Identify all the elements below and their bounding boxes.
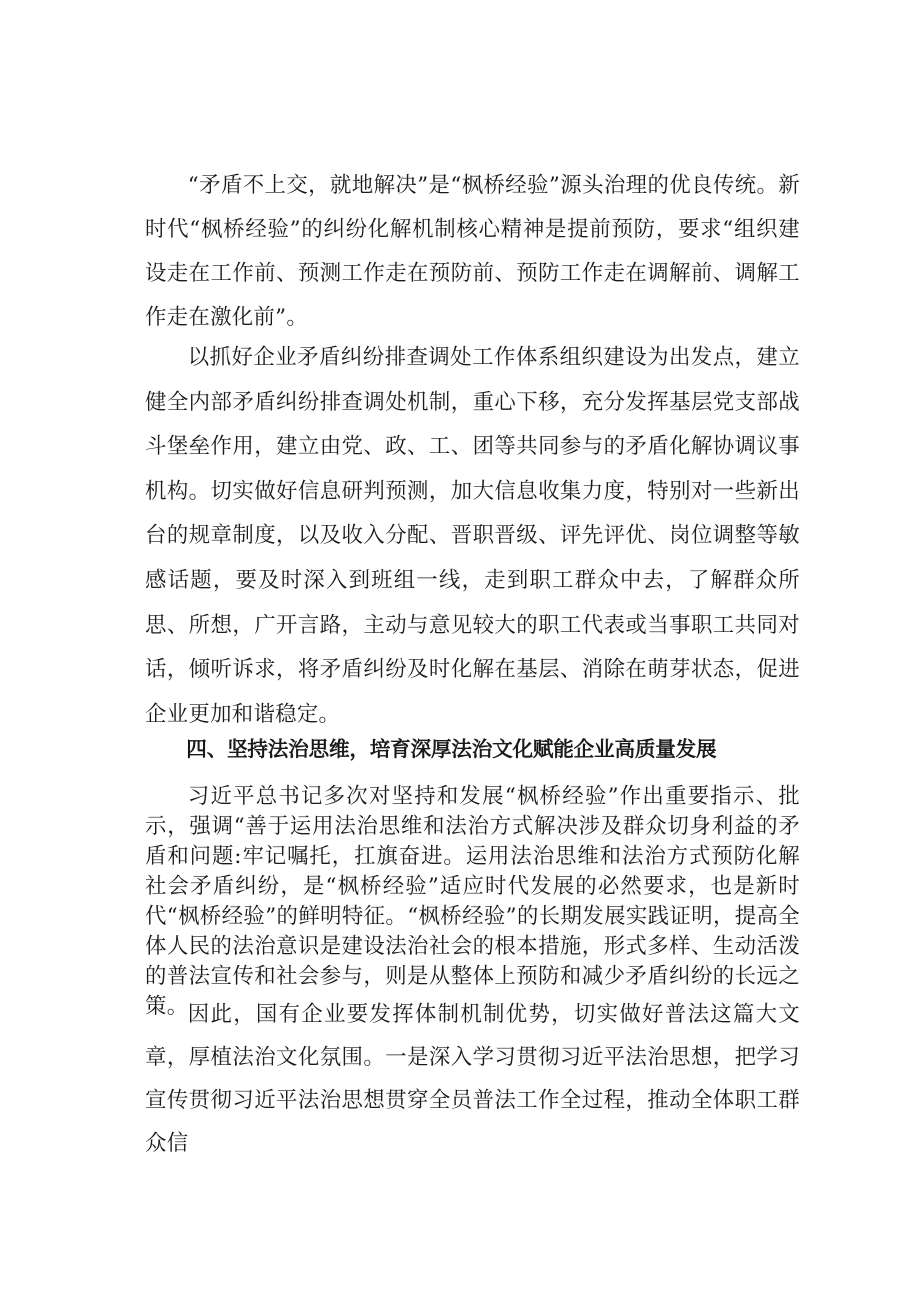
section-heading-rule-of-law: 四、坚持法治思维，培育深厚法治文化赋能企业高质量发展 [186,737,717,761]
paragraph-xi-instructions: 习近平总书记多次对坚持和发展“枫桥经验”作出重要指示、批示，强调“善于运用法治思维和法治方式解决涉及群众切身利益的矛盾和问题:牢记嘱托，扛旗奋进。运用法治思维和法治方式预防化解社会矛盾纠纷，是“枫桥经验”适应时代发展的必然要求，也是新时代“枫桥经验”的鲜明特征。“枫桥经验”的长期发展实践证明，提高全体人民的法治意识是建设法治社会的根本措施，形式多样、生动活泼的普法宣传和社会参与，则是从整体上预防和减少矛盾纠纷的长远之策。 [145,784,800,1019]
paragraph-legal-culture: 因此，国有企业要发挥体制机制优势，切实做好普法这篇大文章，厚植法治文化氛围。一是深入学习贯彻习近平法治思想，把学习宣传贯彻习近平法治思想贯穿全员普法工作全过程，推动全体职工群众信 [145,1002,800,1156]
paragraph-dispute-mechanism: 以抓好企业矛盾纠纷排查调处工作体系组织建设为出发点，建立健全内部矛盾纠纷排查调处机制，重心下移，充分发挥基层党支部战斗堡垒作用，建立由党、政、工、团等共同参与的矛盾化解协调议事机构。切实做好信息研判预测，加大信息收集力度，特别对一些新出台的规章制度，以及收入分配、晋职晋级、评先评优、岗位调整等敏感话题，要及时深入到班组一线，走到职工群众中去，了解群众所思、所想，广开言路，主动与意见较大的职工代表或当事职工共同对话，倾听诉求，将矛盾纠纷及时化解在基层、消除在萌芽状态，促进企业更加和谐稳定。 [145,345,800,727]
paragraph-fengqiao-tradition: “矛盾不上交，就地解决”是“枫桥经验”源头治理的优良传统。新时代“枫桥经验”的纠纷化解机制核心精神是提前预防，要求“组织建设走在工作前、预测工作走在预防前、预防工作走在调解前、调解工作走在激化前”。 [145,173,800,330]
